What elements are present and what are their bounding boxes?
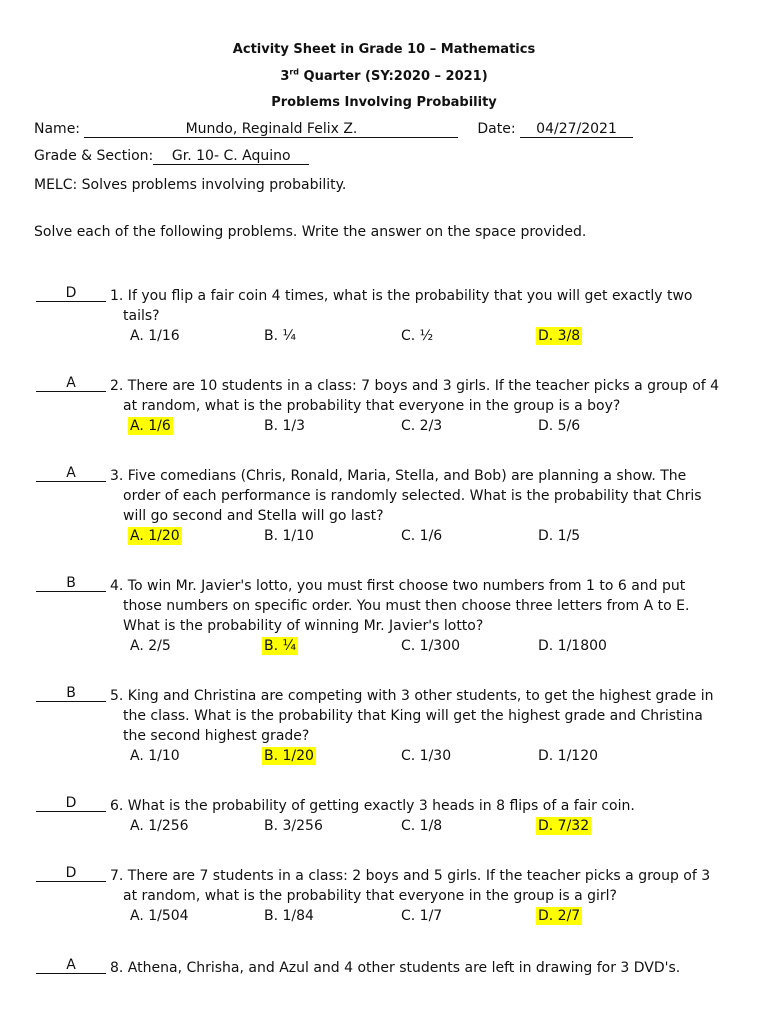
- question-text: [110, 866, 760, 906]
- question-text: [110, 686, 760, 746]
- quarter-number: 3: [280, 69, 290, 84]
- choice-option[interactable]: C. 1/7: [401, 908, 443, 924]
- choice-option[interactable]: A. 1/16: [130, 328, 180, 344]
- choice-row: [128, 327, 688, 345]
- question-line: There are 10 students in a class: 7 boys and 3 girls. If the teacher picks a group of 4: [123, 378, 720, 394]
- question-line: Five comedians (Chris, Ronald, Maria, Stella, and Bob) are planning a show. The: [123, 468, 687, 484]
- question-line: What is the probability of winning Mr. Javier's lotto?: [123, 618, 484, 634]
- question-line: at random, what is the probability that everyone in the group is a boy?: [123, 398, 621, 414]
- question-line: the second highest grade?: [123, 728, 310, 744]
- question-text: [110, 466, 760, 526]
- choice-option[interactable]: B. ¼: [264, 328, 297, 344]
- choice-option[interactable]: B. 3/256: [264, 818, 323, 834]
- answer-blank[interactable]: A: [36, 376, 106, 392]
- choice-option[interactable]: C. ½: [401, 328, 434, 344]
- question-number: 5.: [110, 688, 124, 704]
- question-text: [110, 796, 760, 816]
- choice-selected[interactable]: A. 1/6: [130, 418, 171, 434]
- choice-selected[interactable]: B. 1/20: [264, 748, 314, 764]
- choice-row: [128, 637, 688, 655]
- choice-option[interactable]: C. 1/8: [401, 818, 443, 834]
- name-row: [34, 121, 633, 138]
- melc-text: MELC: Solves problems involving probability.: [34, 177, 347, 193]
- quarter-text: Quarter (SY:2020 – 2021): [299, 69, 488, 84]
- section-field[interactable]: Gr. 10- C. Aquino: [153, 149, 309, 165]
- section-row: [34, 148, 309, 165]
- instructions-text: Solve each of the following problems. Write the answer on the space provided.: [34, 224, 587, 240]
- choice-selected[interactable]: D. 7/32: [538, 818, 590, 834]
- date-field[interactable]: 04/27/2021: [520, 122, 633, 138]
- choice-selected[interactable]: B. ¼: [264, 638, 297, 654]
- answer-blank[interactable]: A: [36, 958, 106, 974]
- topic-title: Problems Involving Probability: [271, 95, 497, 110]
- choice-selected[interactable]: D. 3/8: [538, 328, 581, 344]
- choice-row: [128, 907, 688, 925]
- choice-row: [128, 527, 688, 545]
- question-line: To win Mr. Javier's lotto, you must first choose two numbers from 1 to 6 and put: [123, 578, 686, 594]
- answer-blank[interactable]: B: [36, 686, 106, 702]
- choice-row: [128, 817, 688, 835]
- choice-row: [128, 747, 688, 765]
- choice-option[interactable]: A. 2/5: [130, 638, 171, 654]
- question-line: the class. What is the probability that King will get the highest grade and Christina: [123, 708, 703, 724]
- question-line: at random, what is the probability that everyone in the group is a girl?: [123, 888, 617, 904]
- question-number: 3.: [110, 468, 124, 484]
- answer-blank[interactable]: B: [36, 576, 106, 592]
- question-number: 8.: [110, 960, 124, 976]
- choice-option[interactable]: C. 1/300: [401, 638, 461, 654]
- question-text: [110, 286, 760, 326]
- choice-option[interactable]: D. 5/6: [538, 418, 581, 434]
- question-number: 4.: [110, 578, 124, 594]
- choice-option[interactable]: D. 1/5: [538, 528, 581, 544]
- answer-blank[interactable]: D: [36, 866, 106, 882]
- question-line: those numbers on specific order. You must then choose three letters from A to E.: [123, 598, 690, 614]
- quarter-superscript: rd: [289, 67, 300, 77]
- answer-blank[interactable]: A: [36, 466, 106, 482]
- name-label: Name:: [34, 121, 81, 137]
- name-field[interactable]: Mundo, Reginald Felix Z.: [84, 122, 458, 138]
- question-line: If you flip a fair coin 4 times, what is the probability that you will get exactly two: [123, 288, 693, 304]
- question-line: order of each performance is randomly selected. What is the probability that Chris: [123, 488, 702, 504]
- question-number: 1.: [110, 288, 124, 304]
- choice-row: [128, 417, 688, 435]
- question-line: tails?: [123, 308, 160, 324]
- choice-option[interactable]: B. 1/10: [264, 528, 314, 544]
- section-label: Grade & Section:: [34, 148, 154, 164]
- quarter-line: [0, 69, 768, 84]
- question-text: [110, 958, 760, 978]
- answer-blank[interactable]: D: [36, 286, 106, 302]
- choice-option[interactable]: B. 1/3: [264, 418, 306, 434]
- choice-option[interactable]: A. 1/256: [130, 818, 189, 834]
- question-line: What is the probability of getting exactly 3 heads in 8 flips of a fair coin.: [123, 798, 635, 814]
- choice-option[interactable]: D. 1/1800: [538, 638, 607, 654]
- choice-option[interactable]: A. 1/10: [130, 748, 180, 764]
- question-line: will go second and Stella will go last?: [123, 508, 384, 524]
- choice-option[interactable]: D. 1/120: [538, 748, 599, 764]
- sheet-title: Activity Sheet in Grade 10 – Mathematics: [232, 42, 536, 57]
- choice-option[interactable]: B. 1/84: [264, 908, 314, 924]
- choice-option[interactable]: A. 1/504: [130, 908, 189, 924]
- question-line: King and Christina are competing with 3 other students, to get the highest grade in: [123, 688, 714, 704]
- choice-option[interactable]: C. 2/3: [401, 418, 443, 434]
- choice-option[interactable]: C. 1/30: [401, 748, 452, 764]
- question-number: 7.: [110, 868, 124, 884]
- choice-option[interactable]: C. 1/6: [401, 528, 443, 544]
- question-text: [110, 576, 760, 636]
- question-line: There are 7 students in a class: 2 boys and 5 girls. If the teacher picks a group of 3: [123, 868, 711, 884]
- question-line: Athena, Chrisha, and Azul and 4 other students are left in drawing for 3 DVD's.: [123, 960, 681, 976]
- answer-blank[interactable]: D: [36, 796, 106, 812]
- question-number: 2.: [110, 378, 124, 394]
- choice-selected[interactable]: A. 1/20: [130, 528, 180, 544]
- question-number: 6.: [110, 798, 124, 814]
- question-text: [110, 376, 760, 416]
- choice-selected[interactable]: D. 2/7: [538, 908, 581, 924]
- date-label: Date:: [477, 121, 516, 137]
